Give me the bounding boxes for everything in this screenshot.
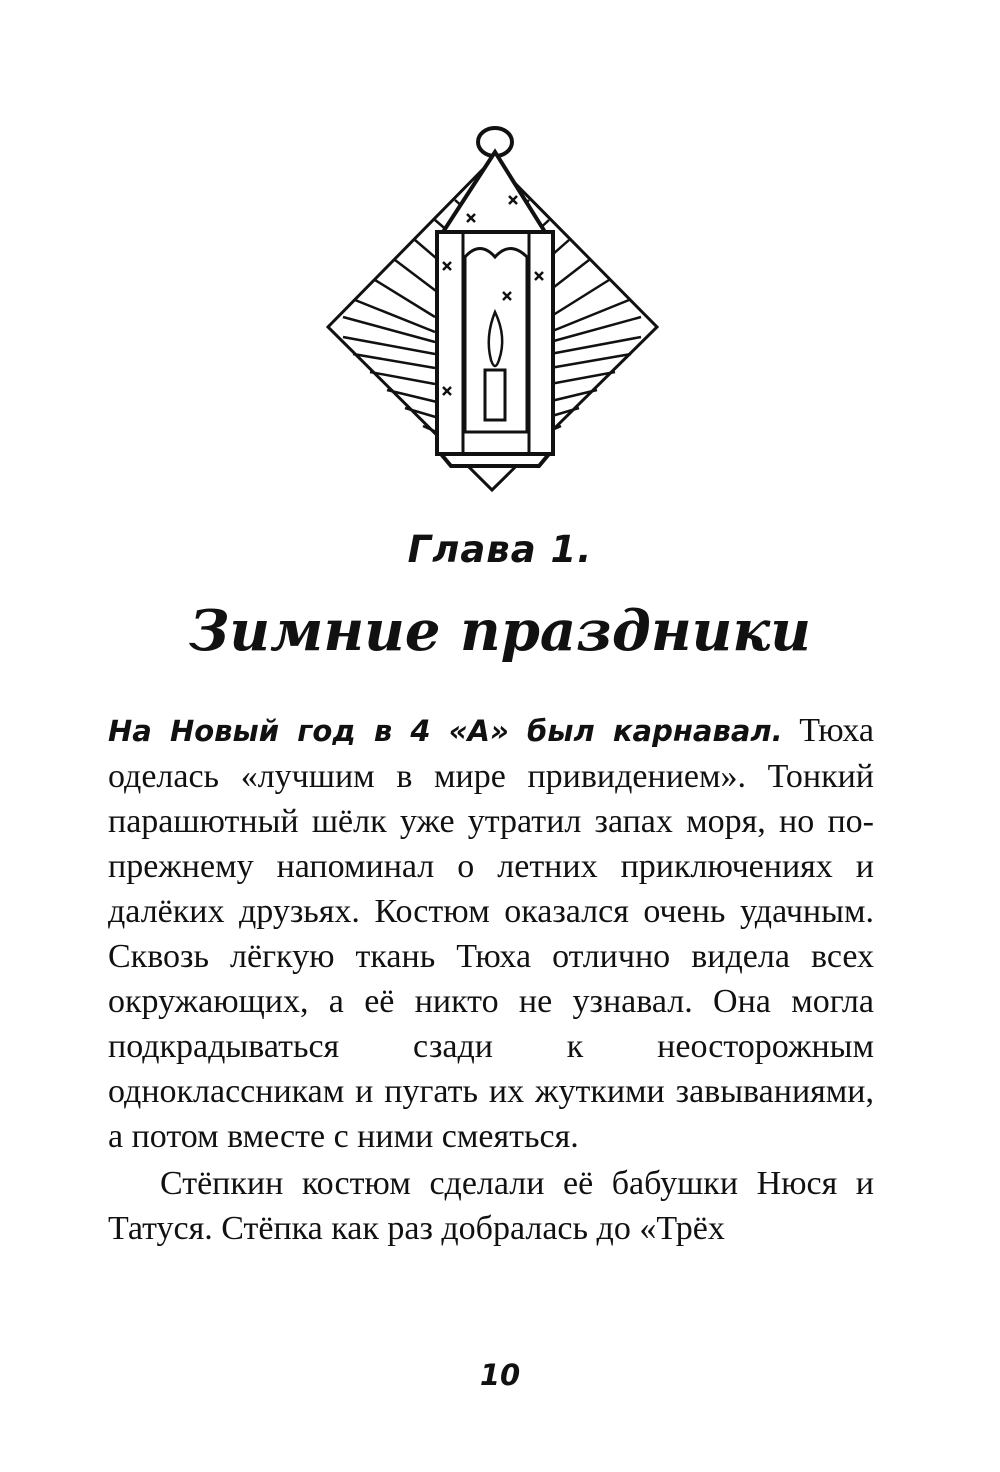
paragraph-1-text: Тюха оделась «лучшим в мире привидением». Тонкий парашютный шёлк уже утратил запах моря, но по-прежнему напоминал о летних приключениях и далёких друзьях. Костюм оказался очень удачным. Сквозь лёгкую ткань Тюха отлично видела всех окружающих, а её никто не узнавал. Она могла подкрадываться сзади к неосторожным одноклассникам и пугать их жуткими завываниями, а потом вместе с ними смеяться. — [108, 712, 874, 1155]
paragraph-lead: На Новый год в 4 «А» был карнавал. — [108, 714, 783, 748]
body-text — [108, 708, 874, 1251]
paragraph-2: Стёпкин костюм сделали её бабушки Нюся и Татуся. Стёпка как раз добралась до «Трёх — [108, 1165, 874, 1247]
chapter-title: Зимние праздники — [189, 598, 811, 664]
page-number: 10 — [479, 1358, 521, 1392]
chapter-label: Глава 1. — [407, 528, 593, 571]
paragraph-1 — [108, 708, 874, 1159]
lantern-icon — [325, 122, 660, 494]
